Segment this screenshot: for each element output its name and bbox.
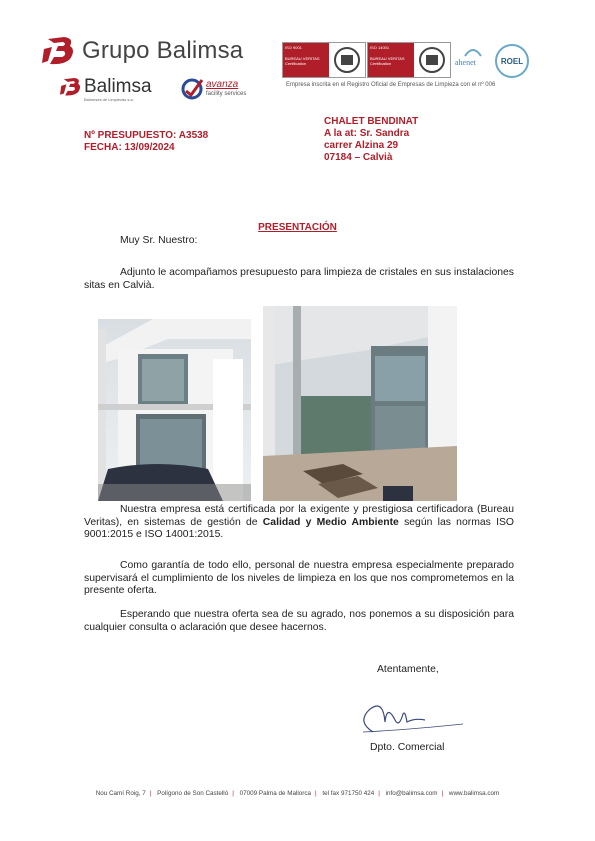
footer-address: Nou Camí Roig, 7	[95, 790, 146, 797]
client-name: CHALET BENDINAT	[324, 116, 419, 127]
badge-issuer: BUREAU VERITAS	[370, 56, 405, 61]
paragraph-intro-text: Adjunto le acompañamos presupuesto para limpieza de cristales en sus instalaciones sitas en Calvià.	[84, 267, 514, 291]
ahenet-logo	[455, 44, 491, 80]
balimsa-b-icon	[42, 35, 76, 67]
paragraph-certification-text-a: Nuestra empresa está certificada por la exigente y prestigiosa certificadora (Bureau Veritas), en sistemas de gestión de	[84, 504, 514, 528]
roel-label: ROEL	[500, 56, 524, 66]
footer-separator: |	[378, 790, 380, 797]
ahenet-arc-icon	[463, 44, 483, 58]
avanza-tagline: facility services	[206, 91, 247, 97]
paragraph-intro	[84, 267, 514, 292]
house-photo-2	[263, 306, 457, 501]
greeting: Muy Sr. Nuestro:	[120, 235, 198, 246]
badge-label: Certification	[285, 61, 307, 66]
paragraph-certification-bold: Calidad y Medio Ambiente	[262, 516, 399, 528]
client-attention: A la at: Sr. Sandra	[324, 128, 410, 139]
footer-phone: tel fax 971750 424	[322, 790, 375, 797]
footer-separator: |	[149, 790, 152, 797]
bureau-veritas-seal-icon	[418, 46, 446, 74]
client-city: 07184 – Calvià	[324, 152, 393, 163]
avanza-swoosh-icon	[180, 77, 204, 101]
budget-date: FECHA: 13/09/2024	[84, 142, 175, 153]
closing-salutation: Atentamente,	[377, 664, 439, 675]
footer-separator: |	[232, 790, 234, 797]
footer-area: Polígono de Son Castelló	[157, 790, 229, 797]
paragraph-guarantee-text: Como garantía de todo ello, personal de nuestra empresa especialmente preparado supervisará el cumplimiento de los niveles de limpieza en los que nos comprometemos en la presente oferta.	[84, 560, 514, 597]
budget-number: Nº PRESUPUESTO: A3538	[84, 130, 209, 141]
brand-name: Balimsa	[84, 76, 152, 97]
signature-icon	[355, 692, 465, 740]
grupo-balimsa-logo	[42, 34, 282, 68]
client-address	[324, 116, 418, 164]
section-title: PRESENTACIÓN	[258, 222, 337, 233]
registry-note: Empresa inscrita en el Registro Oficial de Empresas de Limpieza con el nº 006	[286, 82, 496, 88]
footer-website[interactable]: www.balimsa.com	[448, 790, 500, 797]
house-photo-1	[98, 319, 251, 501]
footer-separator: |	[441, 790, 444, 797]
badge-code: ISO 14001	[370, 45, 390, 50]
budget-block	[84, 130, 208, 154]
footer-email[interactable]: info@balimsa.com	[385, 790, 438, 797]
paragraph-guarantee	[84, 560, 514, 598]
brand-tagline: Balmeses de Limpiezas s.a.	[84, 97, 134, 102]
paragraph-closing	[84, 609, 514, 634]
avanza-logo	[180, 76, 260, 102]
ahenet-label: ahenet	[455, 58, 476, 67]
roel-logo	[495, 44, 529, 78]
client-street: carrer Alzina 29	[324, 140, 399, 151]
avanza-name: avanza	[206, 79, 239, 90]
footer-city: 07009 Palma de Mallorca	[239, 790, 312, 797]
badge-code: ISO 9001	[285, 45, 302, 50]
paragraph-closing-text: Esperando que nuestra oferta sea de su agrado, nos ponemos a su disposición para cualquier consulta o aclaración que desee hacernos.	[84, 609, 514, 633]
iso-9001-badge	[282, 42, 366, 78]
balimsa-b-icon	[60, 76, 82, 98]
balimsa-logo	[60, 76, 170, 102]
badge-label: Certification	[370, 61, 392, 66]
badge-issuer: BUREAU VERITAS	[285, 56, 320, 61]
footer-contact	[0, 790, 595, 797]
paragraph-certification-text-b: según las normas ISO 9001:2015 e ISO 14001:2015.	[84, 516, 514, 541]
footer-separator: |	[315, 790, 317, 797]
group-name: Grupo Balimsa	[82, 37, 244, 64]
department-signature: Dpto. Comercial	[370, 742, 445, 753]
bureau-veritas-seal-icon	[333, 46, 361, 74]
iso-14001-badge	[367, 42, 451, 78]
paragraph-certification	[84, 504, 514, 542]
